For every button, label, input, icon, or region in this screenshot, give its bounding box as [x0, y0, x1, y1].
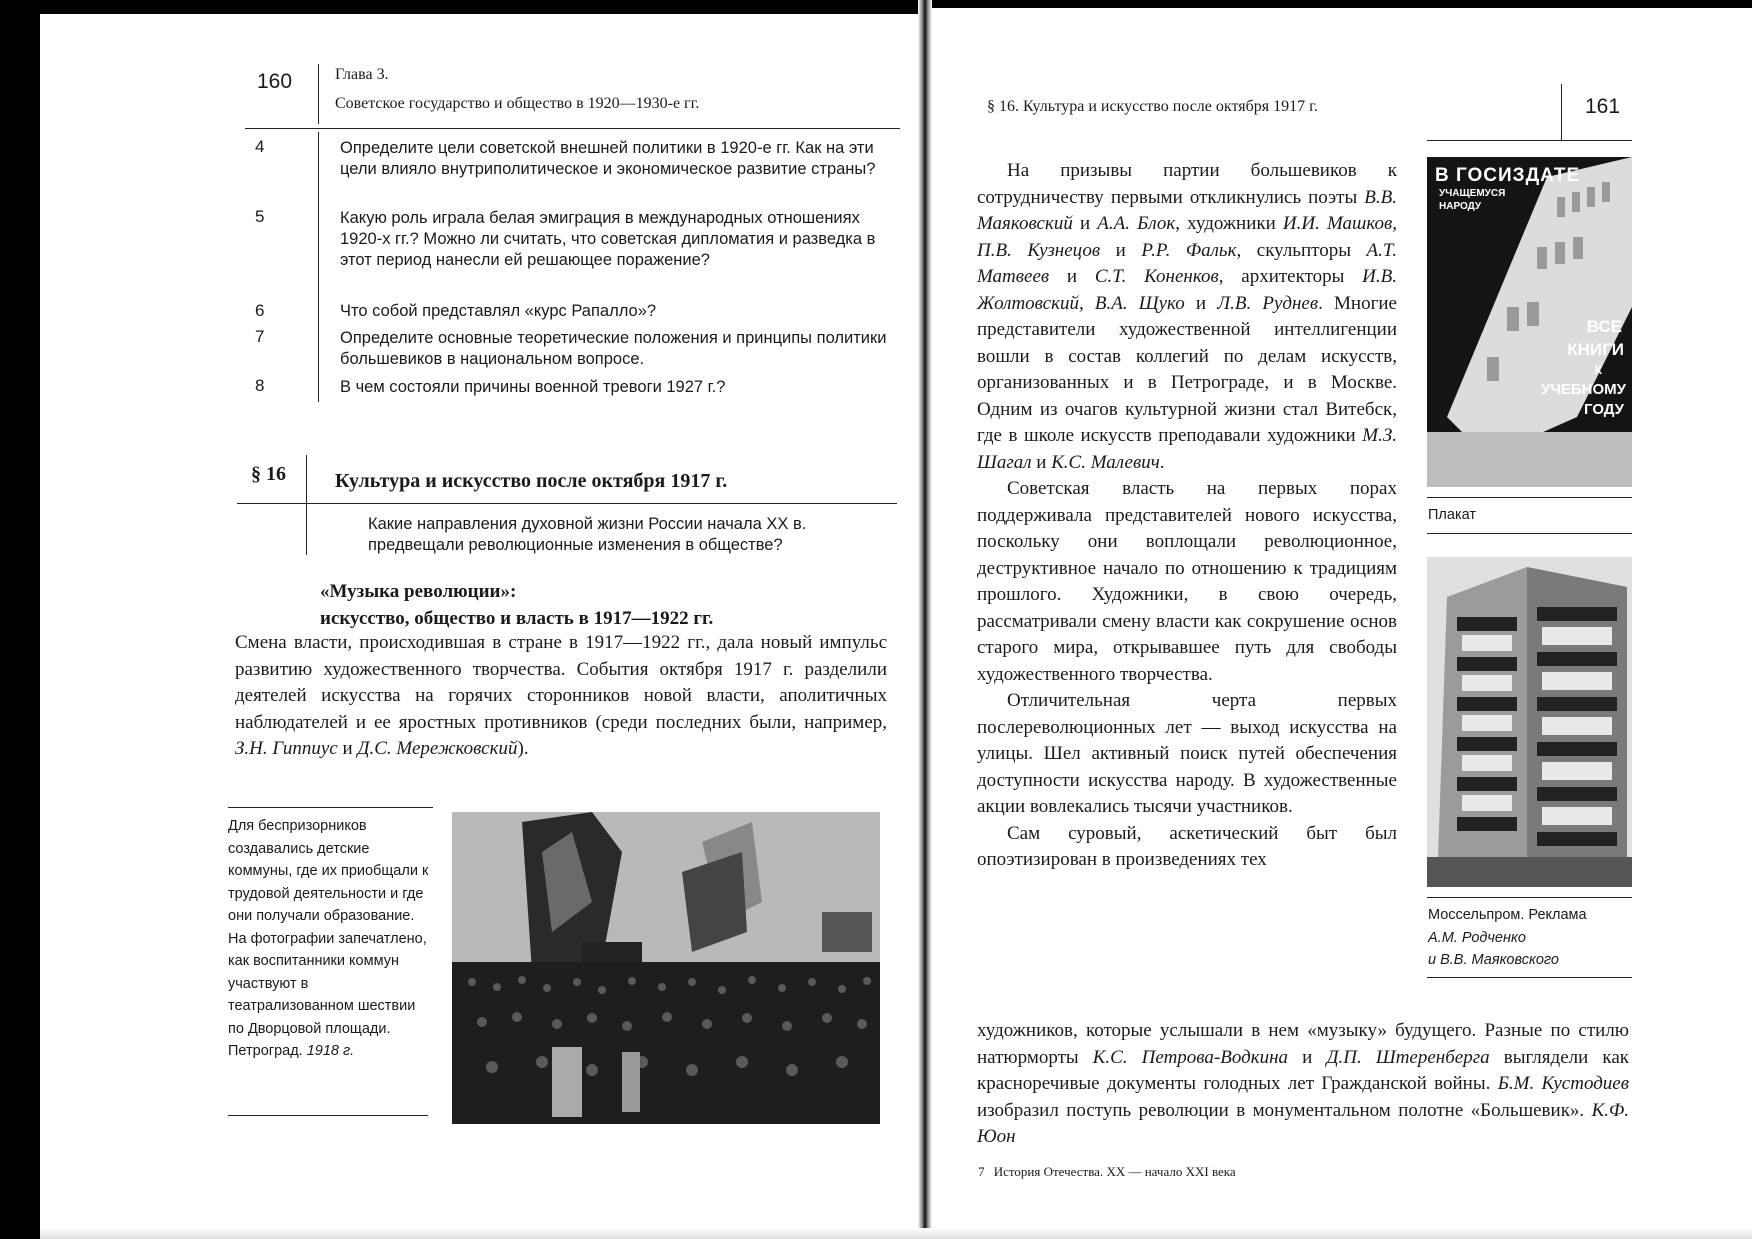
paragraph-text: и	[1100, 239, 1142, 261]
question-text: Определите цели советской внешней политики в 1920-е гг. Как на эти цели влияло внутриполитическое и экономическое развитие страны?	[340, 139, 876, 178]
caption-bottom-rule	[228, 1115, 428, 1116]
paragraph-name: Д.П. Штеренберга	[1326, 1046, 1490, 1068]
paragraph-name: И.В. Жолтовский, В.А. Щуко	[977, 266, 1397, 314]
poster-line-6: К	[1594, 363, 1602, 377]
building-caption	[1428, 904, 1587, 972]
question-text: В чем состояли причины военной тревоги 1927 г.?	[340, 378, 726, 396]
question-number: 8	[255, 376, 265, 395]
scan-bottom-shadow	[40, 1228, 1752, 1239]
mosselprom-photo	[1427, 557, 1632, 887]
poster-line-8: ГОДУ	[1584, 401, 1624, 418]
parade-photo	[452, 812, 880, 1124]
paragraph-text: . Многие представители художественной интеллигенции вошли в состав коллегий по делам искусств, организованных и в Петрограде, и в Москве. Одним из очагов культурной жизни стал Витебск, где в школе искусств преподавали художники	[977, 292, 1397, 446]
question-text: Определите основные теоретические положения и принципы политики большевиков в национальном вопросе.	[340, 329, 887, 368]
question-number: 5	[255, 207, 265, 226]
paragraph-text: выглядели как красноречивые документы голодных лет Гражданской войны.	[977, 1046, 1629, 1094]
footer-text: История Отечества. XX — начало XXI века	[993, 1164, 1236, 1179]
paragraph-text: и	[1031, 451, 1052, 473]
paragraph-name: С.Т. Коненков	[1094, 266, 1219, 287]
paragraph-name: М.З. Шагал	[977, 425, 1397, 473]
building-caption-line-2: А.М. Родченко	[1428, 929, 1526, 946]
question-number: 7	[255, 327, 265, 346]
poster-caption-rule	[1427, 497, 1632, 498]
paragraph-name: К.Ф. Юон	[977, 1099, 1629, 1147]
question-text: Какую роль играла белая эмиграция в международных отношениях 1920-х гг.? Можно ли считать, что советская дипломатия и разведка в этот период нанесли ей решающее поражение?	[340, 209, 876, 269]
scan-edge-top-right	[932, 0, 1752, 8]
photo-caption	[228, 815, 433, 1063]
paragraph-name: В.В. Маяковский	[977, 186, 1397, 234]
chapter-label: Глава 3.	[335, 66, 389, 83]
right-page-number: 161	[1585, 95, 1621, 118]
right-full-width-text	[977, 1018, 1629, 1151]
gosizdat-poster	[1427, 157, 1632, 487]
subsection-title-line2: искусство, общество и власть в 1917—1922 гг.	[320, 608, 714, 629]
lead-question: Какие направления духовной жизни России начала XX в. предвещали революционные изменения в обществе?	[368, 515, 807, 554]
question-number: 4	[255, 137, 265, 156]
paragraph-name: Д.С. Мережковский	[357, 738, 518, 759]
paragraph-text: .	[1159, 451, 1165, 473]
photo-caption-text: Для беспризорников создавались детские коммуны, где их приобщали к трудовой деятельности и где они получали образование. На фотографии запечатлено, как воспитанники коммун участвуют в театрализованном шествии по Дворцовой площади. Петроград.	[228, 818, 429, 1059]
paragraph-2: Советская власть на первых порах поддерживала представителей нового искусства, поскольку они воплощали революционное, деструктивное начало по отношению к традициям прошлого. Художники, в свою очередь, рассматривали смену власти как сокрушение основ старого мира, открывавшее путь для свободы художественного творчества.	[977, 478, 1397, 685]
paragraph-text: , архитекторы	[1218, 266, 1363, 287]
poster-line-5: КНИГИ	[1567, 340, 1624, 359]
header-rule-right	[1427, 140, 1632, 141]
left-page-number: 160	[257, 70, 293, 93]
paragraph-text: , художники	[1175, 213, 1283, 234]
chapter-title: Советское государство и общество в 1920—1930-е гг.	[335, 95, 700, 112]
paragraph-text: и	[1288, 1046, 1327, 1068]
section-number: § 16	[251, 463, 286, 485]
scan-edge-left	[0, 0, 40, 1239]
paragraph-name: К.С. Малевич	[1051, 451, 1160, 473]
paragraph-3: Отличительная черта первых послереволюционных лет — выход искусства на улицы. Шел активный поиск путей обеспечения доступности искусства народу. В художественные акции вовлекались тысячи участников.	[977, 690, 1397, 817]
building-caption-line-3: и В.В. Маяковского	[1428, 952, 1559, 968]
book-spine	[918, 0, 932, 1239]
right-column-text	[977, 158, 1397, 874]
header-divider-right	[1561, 84, 1562, 140]
question-text: Что собой представлял «курс Рапалло»?	[340, 302, 657, 320]
running-head: § 16. Культура и искусство после октября 1917 г.	[987, 98, 1318, 115]
paragraph-text: , скульпторы	[1236, 239, 1367, 261]
parade-photo-image	[452, 812, 880, 1124]
building-caption-bottom-rule	[1427, 977, 1632, 978]
paragraph-4-start: Сам суровый, аскетический быт был опоэтизирован в произведениях тех	[977, 822, 1397, 870]
poster-line-1: В ГОСИЗДАТЕ	[1435, 165, 1581, 186]
building-caption-top-rule	[1427, 897, 1632, 898]
paragraph-name: З.Н. Гиппиус	[235, 738, 338, 759]
header-divider	[318, 64, 319, 124]
scan-edge-top-left	[0, 0, 930, 14]
paragraph-text: На призывы партии большевиков к сотрудничеству первыми откликнулись поэты	[977, 160, 1397, 208]
footer-number: 7	[978, 1164, 985, 1179]
paragraph-text: и	[1184, 292, 1218, 314]
questions-divider	[318, 132, 319, 402]
paragraph-name: И.И. Машков, П.В. Кузнецов	[977, 213, 1398, 261]
header-rule	[245, 128, 900, 129]
poster-line-3: НАРОДУ	[1439, 201, 1482, 212]
paragraph-text: и	[1049, 266, 1095, 287]
building-caption-line-1: Моссельпром. Реклама	[1428, 907, 1587, 923]
paragraph-text: и	[337, 738, 358, 759]
section-rule	[237, 503, 897, 504]
question-number: 6	[255, 301, 265, 320]
paragraph-text: изобразил поступь революции в монументальном полотне «Большевик».	[977, 1099, 1592, 1121]
paragraph-name: А.А. Блок	[1097, 213, 1176, 234]
paragraph-text: художников, которые услышали в нем «музыку» будущего. Разные по стилю натюрморты	[977, 1020, 1629, 1068]
subsection-title-line1: «Музыка революции»:	[320, 581, 517, 602]
paragraph-name: Б.М. Кустодиев	[1497, 1073, 1629, 1094]
poster-caption-bottom-rule	[1427, 533, 1632, 534]
caption-top-rule	[228, 807, 433, 808]
paragraph-text: Смена власти, происходившая в стране в 1917—1922 гг., дала новый импульс развитию художественного творчества. События октября 1917 г. разделили деятелей искусства на горячих сторонников новой власти, аполитичных наблюдателей и ее яростных противников (среди последних были, например,	[235, 632, 887, 733]
paragraph-text: и	[1072, 213, 1098, 234]
left-body-paragraph	[235, 630, 887, 763]
poster-line-2: УЧАЩЕМУСЯ	[1439, 188, 1506, 199]
mosselprom-building-image	[1427, 557, 1632, 887]
paragraph-name: К.С. Петрова-Водкина	[1092, 1046, 1289, 1068]
paragraph-name: Л.В. Руднев	[1217, 292, 1319, 314]
section-divider	[306, 455, 307, 555]
section-title: Культура и искусство после октября 1917 г.	[335, 470, 728, 492]
poster-line-4: ВСЕ	[1586, 317, 1622, 336]
photo-caption-year: 1918 г.	[306, 1043, 355, 1059]
poster-line-7: УЧЕБНОМУ	[1541, 381, 1626, 398]
footer-signature	[978, 1164, 1236, 1180]
poster-caption: Плакат	[1428, 507, 1476, 523]
paragraph-name: А.Т. Матвеев	[977, 239, 1398, 287]
paragraph-text: ).	[517, 738, 529, 759]
paragraph-name: Р.Р. Фальк	[1141, 239, 1237, 261]
